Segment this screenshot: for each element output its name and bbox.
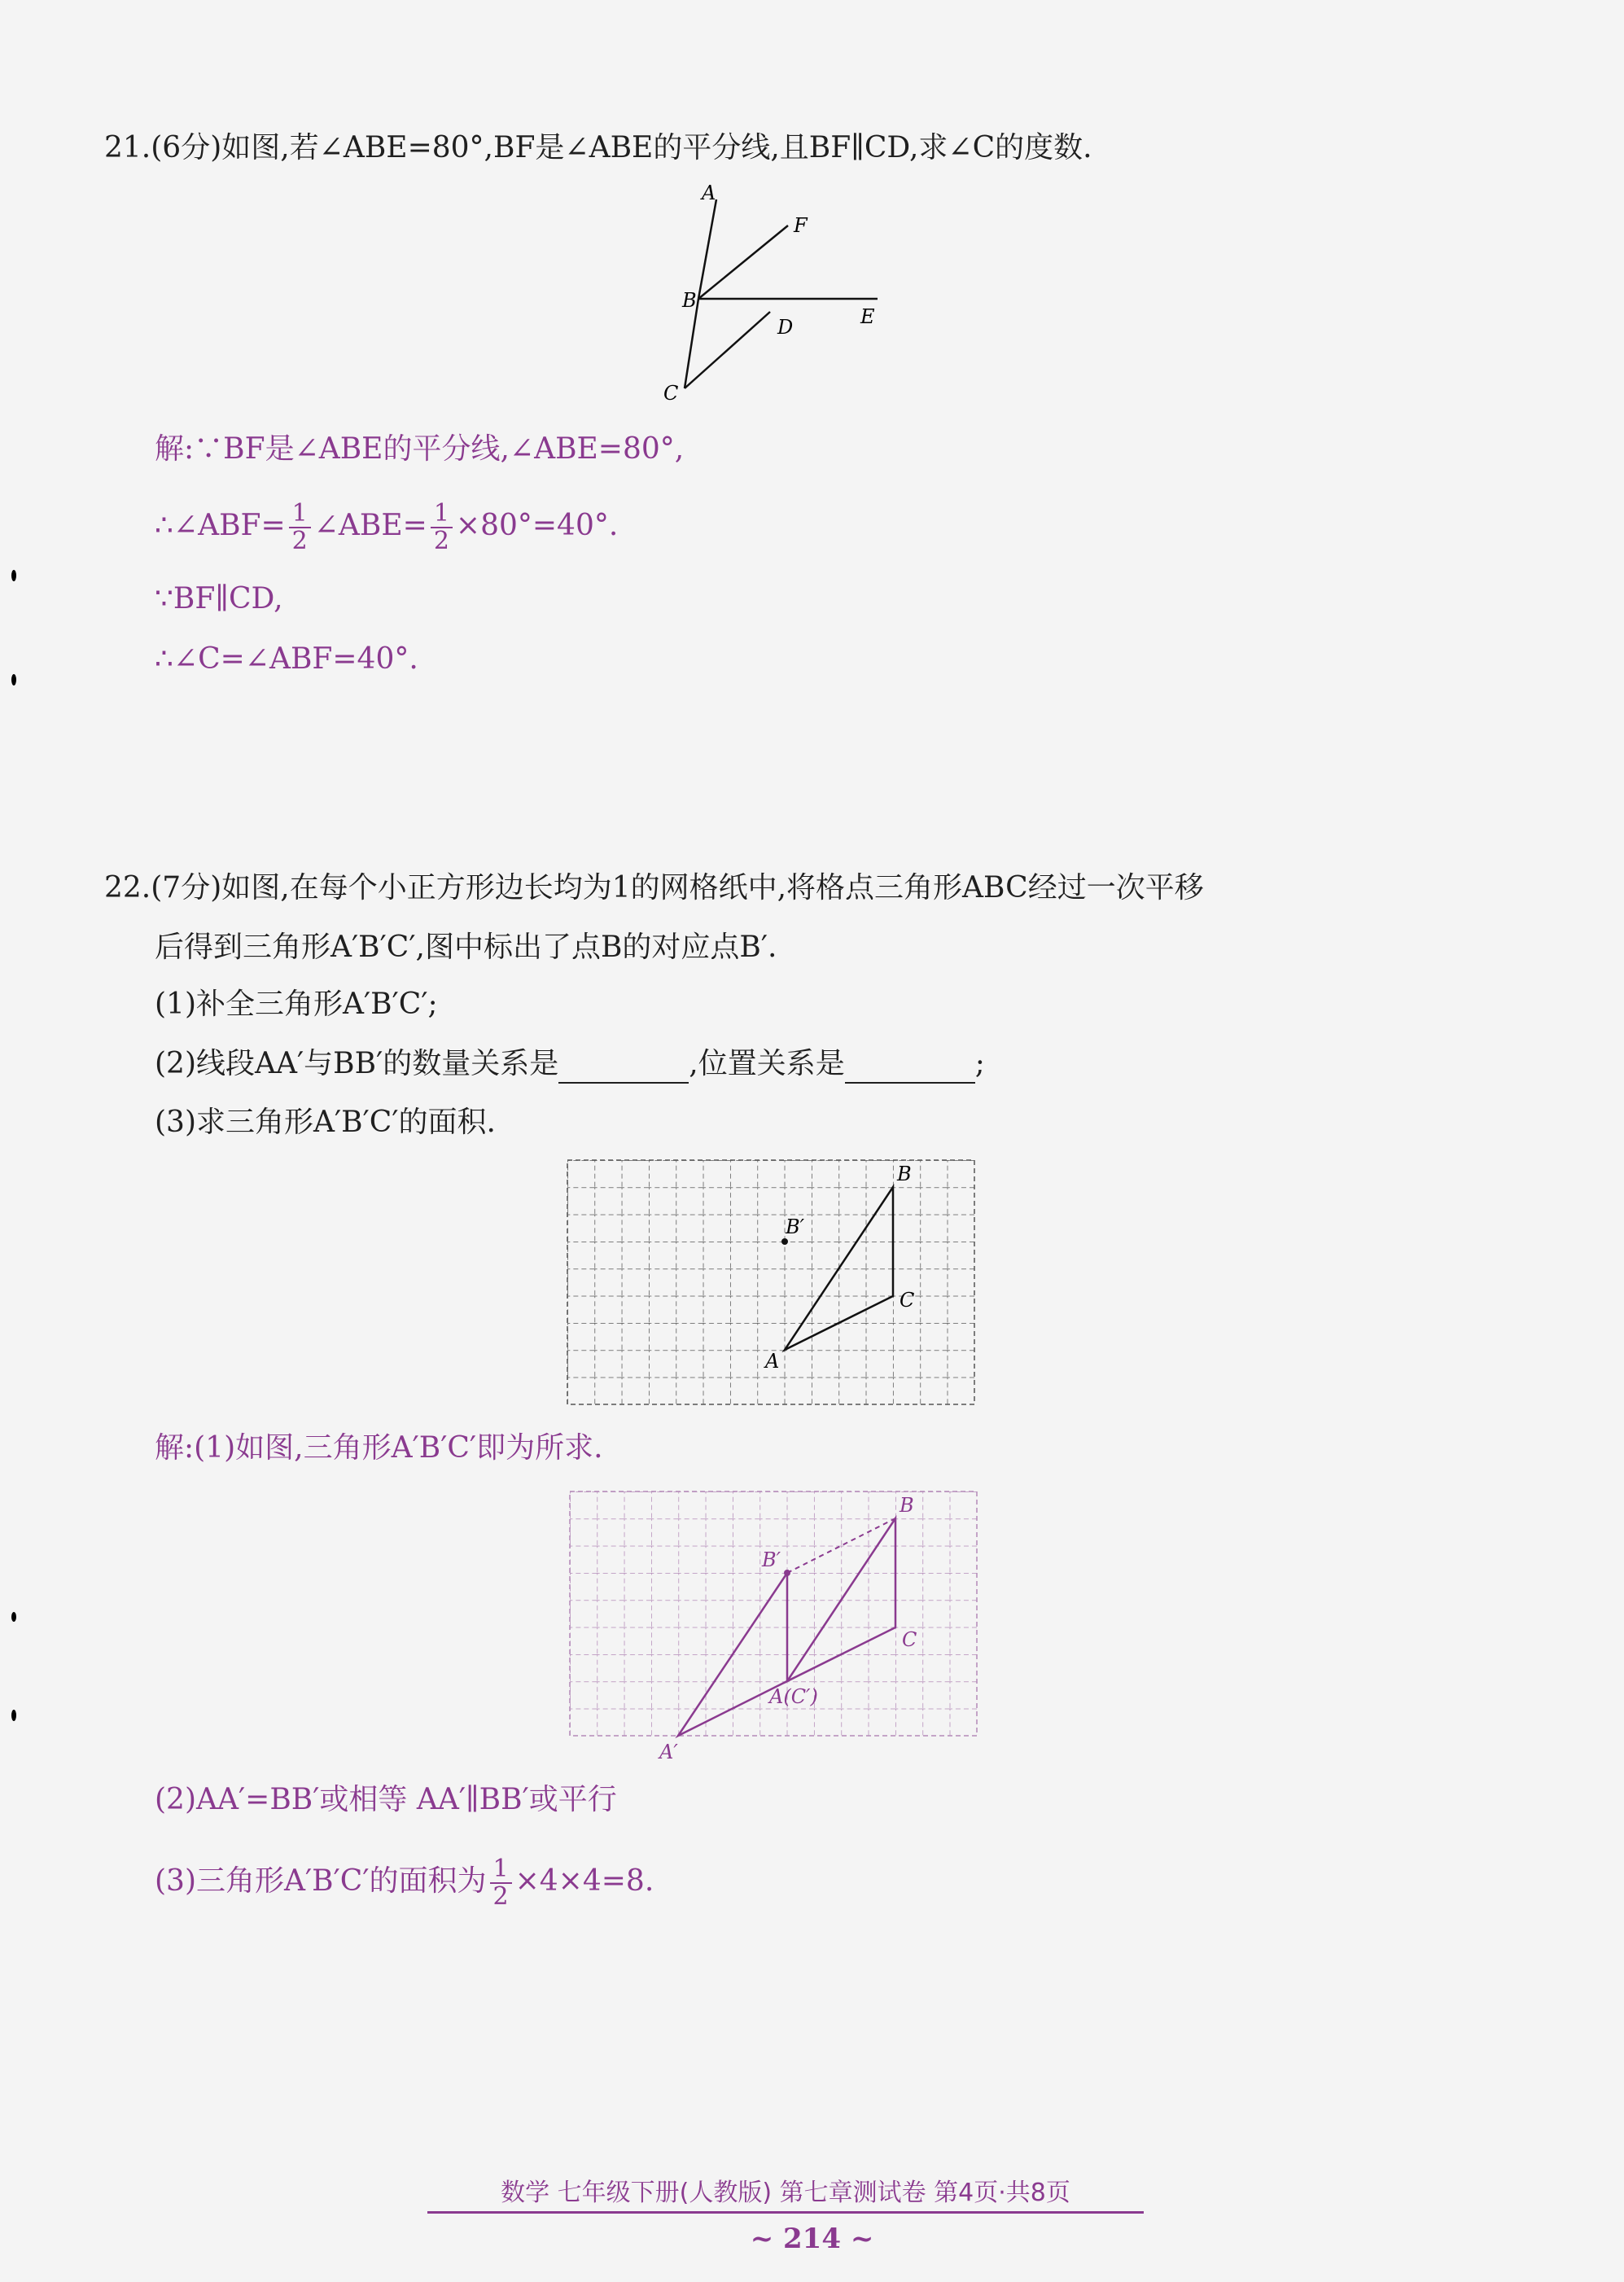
fig2-label-Ap: A′ bbox=[659, 1741, 678, 1763]
q21-sol-2-pre: ∴∠ABF= bbox=[155, 509, 286, 542]
label-E: E bbox=[860, 305, 875, 328]
q22-sol-1: 解:(1)如图,三角形A′B′C′即为所求. bbox=[155, 1431, 603, 1465]
fig2-label-Bp: B′ bbox=[762, 1548, 781, 1571]
q22-part-2-a: (2)线段AA′与BB′的数量关系是 bbox=[155, 1047, 559, 1080]
q21-sol-1: 解:∵BF是∠ABE的平分线,∠ABE=80°, bbox=[155, 432, 685, 466]
q22-sol-2: (2)AA′=BB′或相等 AA′∥BB′或平行 bbox=[155, 1783, 617, 1816]
margin-mark bbox=[11, 1710, 16, 1721]
q22-stem-2: 后得到三角形A′B′C′,图中标出了点B的对应点B′. bbox=[155, 931, 777, 964]
margin-mark bbox=[11, 674, 16, 685]
label-F: F bbox=[794, 214, 808, 237]
fraction-half-2: $\frac{1}{2}$ bbox=[431, 501, 453, 554]
q22-sol-3-pre: (3)三角形A′B′C′的面积为 bbox=[155, 1864, 487, 1898]
q21-sol-3: ∵BF∥CD, bbox=[155, 582, 283, 615]
label-B: B bbox=[682, 289, 697, 312]
q21-sol-2 bbox=[155, 501, 618, 554]
q21-sol-4: ∴∠C=∠ABF=40°. bbox=[155, 642, 418, 676]
page-number: ~ 214 ~ bbox=[750, 2223, 874, 2255]
q22-sol-3-post: ×4×4=8. bbox=[514, 1864, 654, 1898]
label-A: A bbox=[702, 182, 716, 204]
fig1-label-B: B bbox=[897, 1163, 912, 1185]
q21-stem: 21.(6分)如图,若∠ABE=80°,BF是∠ABE的平分线,且BF∥CD,求∠C的度数. bbox=[104, 131, 1092, 164]
margin-mark bbox=[11, 1612, 16, 1622]
fraction-half-3: $\frac{1}{2}$ bbox=[490, 1856, 512, 1910]
answer-blank-1[interactable] bbox=[558, 1054, 689, 1084]
fig1-label-Bp: B′ bbox=[786, 1215, 805, 1238]
q21-sol-2-mid: ∠ABE= bbox=[313, 509, 427, 542]
q22-part-3: (3)求三角形A′B′C′的面积. bbox=[155, 1106, 496, 1139]
q21-sol-2-post: ×80°=40°. bbox=[455, 509, 619, 542]
q22-grid-figure-2 bbox=[570, 1491, 977, 1763]
label-D: D bbox=[777, 316, 794, 339]
q22-part-2-c: ; bbox=[974, 1047, 985, 1080]
page-footer: 数学 七年级下册(人教版) 第七章测试卷 第4页·共8页 bbox=[427, 2172, 1144, 2214]
fig1-label-C: C bbox=[900, 1289, 915, 1312]
fig2-label-C: C bbox=[902, 1628, 917, 1651]
margin-mark bbox=[11, 570, 16, 581]
answer-blank-2[interactable] bbox=[845, 1054, 975, 1084]
q22-stem-1: 22.(7分)如图,在每个小正方形边长均为1的网格纸中,将格点三角形ABC经过一次平移 bbox=[104, 871, 1204, 904]
q22-part-2 bbox=[155, 1045, 985, 1084]
q22-grid-figure-1 bbox=[567, 1160, 974, 1404]
q22-part-2-b: ,位置关系是 bbox=[689, 1047, 845, 1080]
q21-figure bbox=[663, 183, 875, 411]
q22-part-1: (1)补全三角形A′B′C′; bbox=[155, 988, 438, 1021]
label-C: C bbox=[663, 382, 679, 405]
q22-sol-3 bbox=[155, 1856, 654, 1910]
fig1-label-A: A bbox=[765, 1350, 780, 1373]
fig2-label-AC: A(C′) bbox=[769, 1685, 818, 1708]
fig2-label-B: B bbox=[900, 1494, 914, 1517]
fraction-half: $\frac{1}{2}$ bbox=[289, 501, 311, 554]
